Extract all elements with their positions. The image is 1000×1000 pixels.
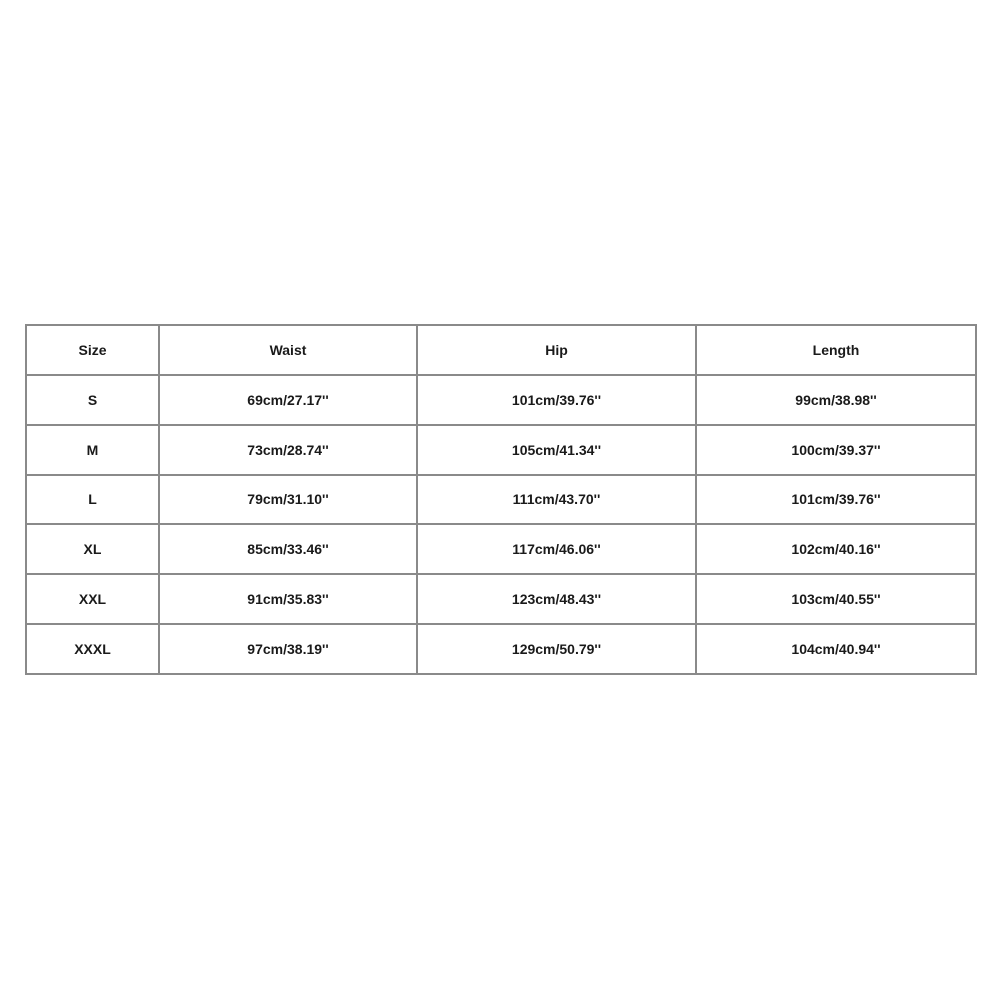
size-cell: XXXL: [26, 624, 159, 674]
length-cell: 100cm/39.37'': [696, 425, 976, 475]
header-size: Size: [26, 325, 159, 375]
waist-cell: 91cm/35.83'': [159, 574, 417, 624]
table-row: [26, 475, 976, 525]
size-cell: XXL: [26, 574, 159, 624]
size-cell: XL: [26, 524, 159, 574]
waist-cell: 69cm/27.17'': [159, 375, 417, 425]
header-waist: Waist: [159, 325, 417, 375]
length-cell: 101cm/39.76'': [696, 475, 976, 525]
length-cell: 103cm/40.55'': [696, 574, 976, 624]
length-cell: 99cm/38.98'': [696, 375, 976, 425]
table-header-row: [26, 325, 976, 375]
header-hip: Hip: [417, 325, 696, 375]
length-cell: 102cm/40.16'': [696, 524, 976, 574]
waist-cell: 85cm/33.46'': [159, 524, 417, 574]
waist-cell: 73cm/28.74'': [159, 425, 417, 475]
hip-cell: 101cm/39.76'': [417, 375, 696, 425]
length-cell: 104cm/40.94'': [696, 624, 976, 674]
header-length: Length: [696, 325, 976, 375]
table-row: [26, 524, 976, 574]
waist-cell: 97cm/38.19'': [159, 624, 417, 674]
size-cell: S: [26, 375, 159, 425]
size-chart-table: [25, 324, 977, 675]
size-cell: M: [26, 425, 159, 475]
hip-cell: 117cm/46.06'': [417, 524, 696, 574]
table-row: [26, 425, 976, 475]
hip-cell: 129cm/50.79'': [417, 624, 696, 674]
table-row: [26, 574, 976, 624]
waist-cell: 79cm/31.10'': [159, 475, 417, 525]
size-cell: L: [26, 475, 159, 525]
hip-cell: 111cm/43.70'': [417, 475, 696, 525]
table-row: [26, 624, 976, 674]
hip-cell: 123cm/48.43'': [417, 574, 696, 624]
hip-cell: 105cm/41.34'': [417, 425, 696, 475]
table-row: [26, 375, 976, 425]
